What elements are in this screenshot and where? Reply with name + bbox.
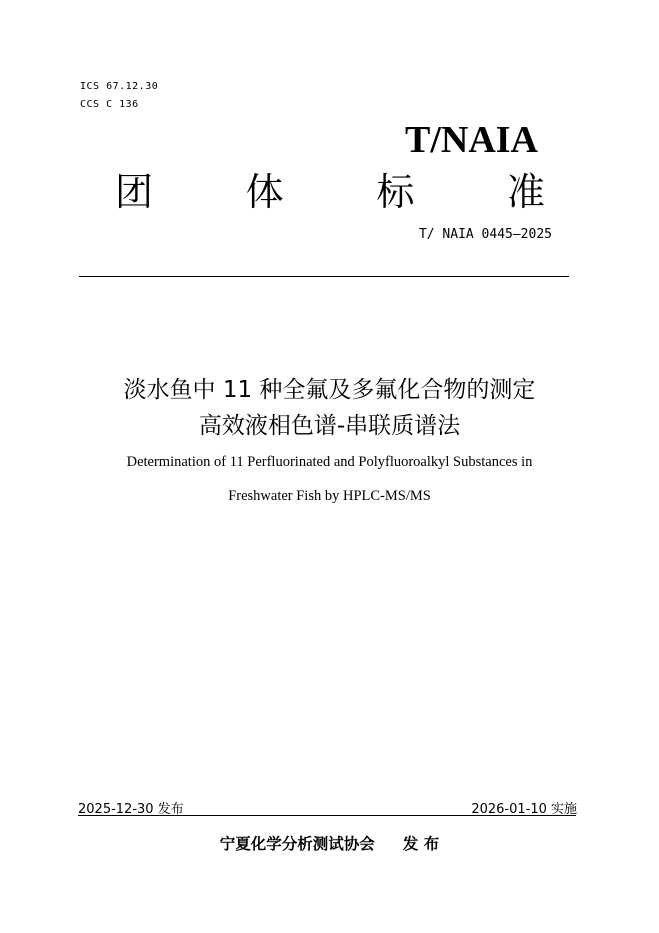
standard-type-char: 体 (245, 170, 284, 214)
standard-type-title (115, 168, 545, 216)
ccs-code: CCS C 136 (80, 99, 139, 110)
chinese-title-line-2: 高效液相色谱-串联质谱法 (198, 413, 461, 439)
english-title-line-1: Determination of 11 Perfluorinated and Polyfluoroalkyl Substances in (126, 454, 533, 470)
publisher-name: 宁夏化学分析测试协会 (219, 835, 375, 853)
publisher-line (0, 832, 659, 854)
english-title-line-2: Freshwater Fish by HPLC-MS/MS (228, 488, 431, 504)
standard-type-char: 标 (376, 170, 415, 214)
standard-type-char: 团 (115, 170, 154, 214)
standard-number: T/ NAIA 0445—2025 (418, 227, 552, 242)
implementation-date: 2026-01-10 实施 (471, 802, 577, 817)
organization-code: T/NAIA (404, 119, 538, 161)
top-divider (79, 276, 569, 277)
issue-date: 2025-12-30 发布 (78, 802, 184, 817)
chinese-title-line-1: 淡水鱼中 11 种全氟及多氟化合物的测定 (123, 377, 536, 403)
bottom-divider (78, 815, 576, 816)
publish-label: 发 布 (402, 835, 440, 853)
ics-code: ICS 67.12.30 (80, 81, 159, 92)
standard-type-char: 准 (506, 170, 545, 214)
